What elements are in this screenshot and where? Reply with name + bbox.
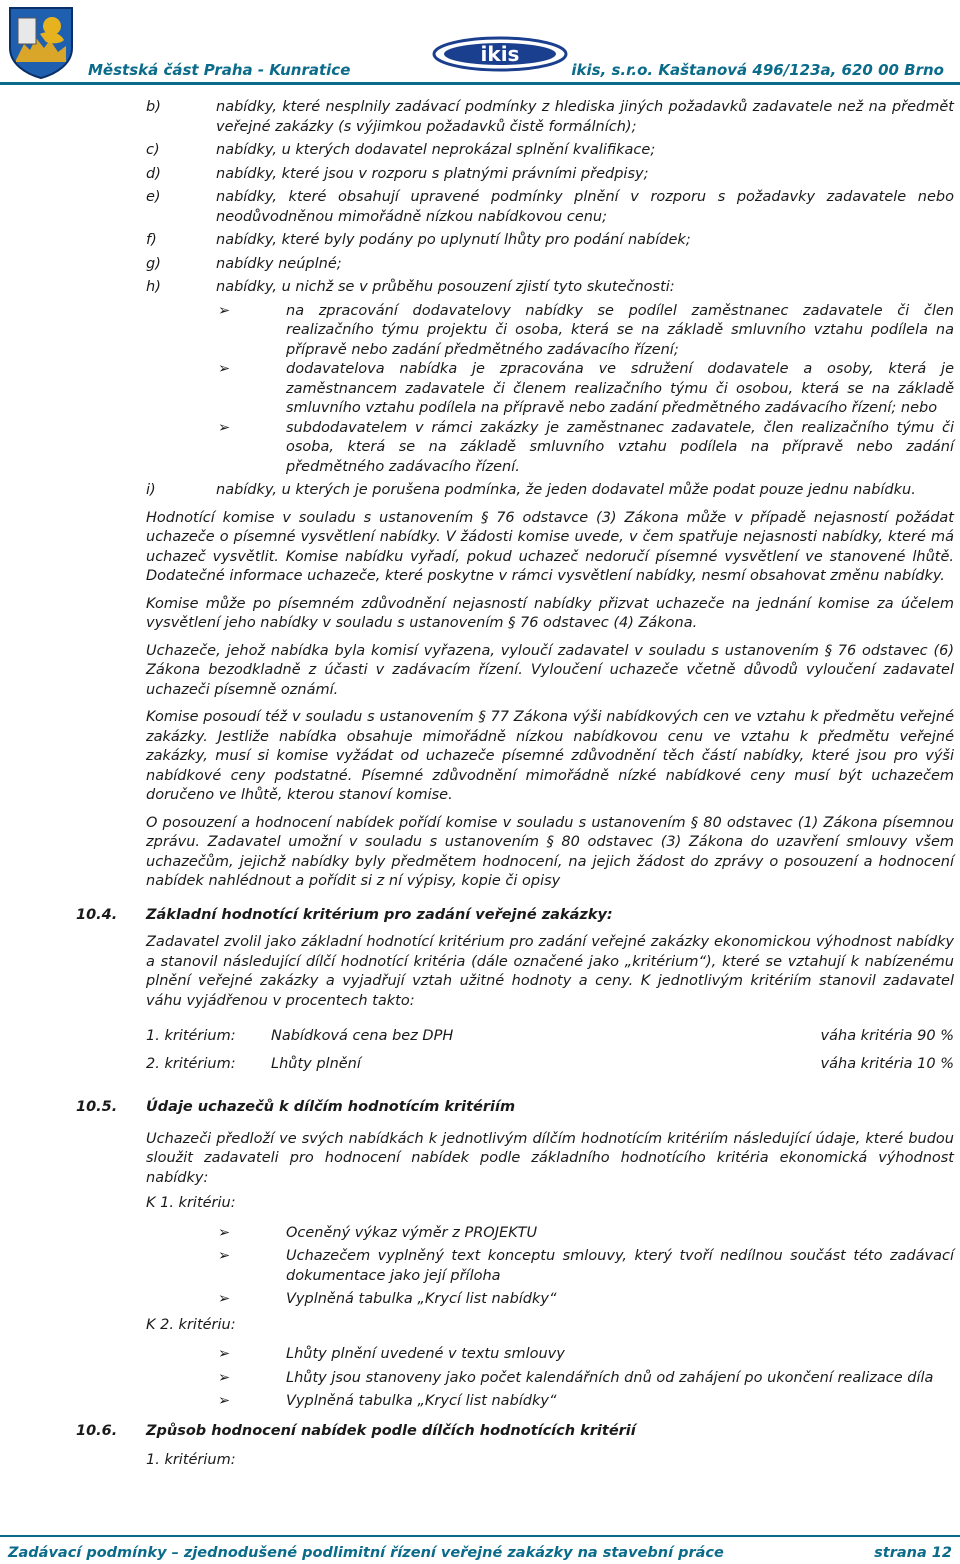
arrow-bullet-icon: ➢ — [218, 1346, 231, 1362]
k1-item — [216, 1290, 954, 1310]
arrow-bullet-icon: ➢ — [218, 361, 231, 377]
arrow-bullet-icon: ➢ — [218, 1248, 231, 1264]
section-title: Základní hodnotící kritérium pro zadání veřejné zakázky: — [146, 906, 613, 923]
sub-item-text: na zpracování dodavatelovy nabídky se podílel zaměstnanec zadavatele či člen realizačního týmu projektu či osoba, která se na základě smluvního vztahu podílela na přípravě nebo zadání předmětného zadávacího řízení; — [286, 302, 954, 358]
section-heading-10-6 — [76, 1422, 960, 1442]
k-item-text: Lhůty jsou stanoveny jako počet kalendářních dnů od zahájení po ukončení realizace díla — [286, 1369, 934, 1386]
criterion-name: Lhůty plnění — [271, 1055, 361, 1072]
arrow-bullet-icon: ➢ — [218, 1291, 231, 1307]
arrow-bullet-icon: ➢ — [218, 302, 231, 319]
list-item-e — [146, 188, 954, 227]
arrow-bullet-icon: ➢ — [218, 419, 231, 436]
list-item-i — [146, 481, 954, 501]
list-text: nabídky, které jsou v rozporu s platnými právními předpisy; — [216, 165, 649, 182]
list-label: g) — [146, 255, 161, 272]
criterion-weight: váha kritéria 90 % — [820, 1028, 954, 1044]
footer-title: Zadávací podmínky – zjednodušené podlimitní řízení veřejné zakázky na stavební práce — [8, 1545, 724, 1561]
criterion-row — [146, 1027, 954, 1047]
header-divider — [0, 82, 960, 85]
sub-item-2 — [216, 360, 954, 419]
list-label: d) — [146, 165, 161, 182]
header-municipality: Městská část Praha - Kunratice — [88, 61, 351, 79]
k2-item — [216, 1345, 954, 1365]
section-number: 10.6. — [76, 1422, 118, 1439]
list-text: nabídky, které obsahují upravené podmínky plnění v rozporu s požadavky zadavatele nebo neodůvodněnou mimořádně nízkou nabídkovou cenu; — [216, 189, 954, 225]
criterion-id: 2. kritérium: — [146, 1055, 236, 1072]
paragraph: O posouzení a hodnocení nabídek pořídí komise v souladu s ustanovením § 80 odstavec (1) Zákona písemnou zprávu. Zadavatel umožní v souladu s ustanovením § 80 odstavec (3) Zákona do uzavření smlouvy všem uchazečům, jejichž nabídky byly předmětem hodnocení, na jejich žádost do zprávy o posouzení a hodnocení nabídek nahlédnout a pořídit si z ní výpisy, kopie či opisy — [146, 814, 954, 889]
k-item-text: Lhůty plnění uvedené v textu smlouvy — [286, 1346, 565, 1362]
k-item-text: Vyplněná tabulka „Krycí list nabídky“ — [286, 1393, 557, 1409]
criterion-name: Nabídková cena bez DPH — [271, 1028, 454, 1044]
paragraph: Komise může po písemném zdůvodnění nejasností nabídky přizvat uchazeče na jednání komise za účelem vysvětlení jeho nabídky v souladu s ustanovením § 76 odstavec (4) Zákona. — [146, 595, 954, 631]
list-label: b) — [146, 99, 161, 115]
ikis-logo-text: ikis — [480, 42, 520, 66]
section-title: Údaje uchazečů k dílčím hodnotícím kritériím — [146, 1099, 516, 1115]
arrow-bullet-icon: ➢ — [218, 1369, 231, 1386]
list-text: nabídky, u nichž se v průběhu posouzení zjistí tyto skutečnosti: — [216, 279, 675, 295]
k2-item — [216, 1369, 954, 1389]
paragraph: Uchazeči předloží ve svých nabídkách k jednotlivým dílčím hodnotícím kritériím následující údaje, které budou sloužit zadavateli pro hodnocení nabídek podle základního hodnotícího kritéria ekonomická výhodnost nabídky: — [146, 1130, 954, 1186]
header-company-name: ikis, s.r.o. — [571, 61, 654, 79]
sub-item-text: subdodavatelem v rámci zakázky je zaměstnanec zadavatele, člen realizačního týmu či osoba, která se na základě smluvního vztahu podílela na přípravě nebo zadání předmětného zadávacího řízení. — [286, 419, 954, 475]
list-text: nabídky, u kterých dodavatel neprokázal splnění kvalifikace; — [216, 142, 656, 158]
arrow-bullet-icon: ➢ — [218, 1224, 231, 1241]
k-item-text: Uchazečem vyplněný text konceptu smlouvy, který tvoří nedílnou součást této zadávací dokumentace jako její příloha — [286, 1248, 954, 1284]
list-label: i) — [146, 482, 156, 498]
k-item-text: Vyplněná tabulka „Krycí list nabídky“ — [286, 1291, 557, 1307]
sub-item-1 — [216, 302, 954, 361]
section-number: 10.4. — [76, 906, 118, 923]
criterion-label: K 2. kritériu: — [146, 1316, 236, 1333]
list-item-b — [146, 98, 954, 137]
paragraph: Hodnotící komise v souladu s ustanovením § 76 odstavce (3) Zákona může v případě nejasností požádat uchazeče o písemné vysvětlení nabídky. V žádosti komise uvede, v čem spatřuje nejasnosti nabídky, které má uchazeč vysvětlit. Komise nabídku vyřadí, pokud uchazeč nedoručí písemné vysvětlení ve stanovené lhůtě. Dodatečné informace uchazeče, které poskytne v rámci vysvětlení nabídky, nesmí obsahovat změnu nabídky. — [146, 509, 954, 584]
paragraph: Komise posoudí též v souladu s ustanovením § 77 Zákona výši nabídkových cen ve vztahu k předmětu veřejné zakázky. Jestliže nabídka obsahuje mimořádně nízkou nabídkovou cenu ve vztahu k předmětu veřejné zakázky, musí si komise vyžádat od uchazeče písemné zdůvodnění těch částí nabídky, které jsou pro výši nabídkové ceny podstatné. Písemné zdůvodnění mimořádně nízké nabídkové ceny musí být uchazečem doručeno ve lhůtě, kterou stanoví komise. — [146, 709, 954, 803]
section-heading-10-5 — [76, 1098, 960, 1118]
sub-item-text: dodavatelova nabídka je zpracována ve sdružení dodavatele a osoby, která je zaměstnancem zadavatele či členem realizačního týmu či osobou, která se na základě smluvního vztahu podílela na přípravě nebo zadání předmětného zadávacího řízení; nebo — [286, 361, 954, 416]
paragraph: Uchazeče, jehož nabídka byla komisí vyřazena, vyloučí zadavatel v souladu s ustanovením § 76 odstavec (6) Zákona bezodkladně z účasti v zadávacím řízení. Vyloučení uchazeče včetně důvodů vyloučení zadavatel uchazeči písemně oznámí. — [146, 642, 954, 698]
header-company — [571, 61, 944, 81]
criterion-label: K 1. kritériu: — [146, 1195, 236, 1211]
section-number: 10.5. — [76, 1099, 118, 1115]
coat-of-arms-logo — [6, 4, 76, 80]
criterion-label: 1. kritérium: — [146, 1452, 236, 1468]
list-item-h — [146, 278, 954, 298]
k-item-text: Oceněný výkaz výměr z PROJEKTU — [286, 1224, 538, 1241]
header-company-address: Kaštanová 496/123a, 620 00 Brno — [658, 61, 944, 79]
list-label: h) — [146, 279, 161, 295]
sub-item-3 — [216, 419, 954, 478]
page-header — [0, 0, 960, 90]
criterion-row — [146, 1055, 954, 1075]
list-label: e) — [146, 189, 161, 205]
list-label: f) — [146, 232, 157, 248]
ikis-logo — [430, 34, 570, 74]
arrow-bullet-icon: ➢ — [218, 1393, 231, 1409]
section-title: Způsob hodnocení nabídek podle dílčích hodnotících kritérií — [146, 1422, 636, 1439]
list-item-f — [146, 231, 954, 251]
k1-item — [216, 1224, 954, 1244]
footer-divider — [0, 1535, 960, 1537]
list-text: nabídky, u kterých je porušena podmínka, že jeden dodavatel může podat pouze jednu nabídku. — [216, 482, 916, 498]
k1-item — [216, 1247, 954, 1286]
list-item-g — [146, 255, 954, 275]
list-text: nabídky, které byly podány po uplynutí lhůty pro podání nabídek; — [216, 232, 691, 248]
list-text: nabídky neúplné; — [216, 255, 342, 272]
list-label: c) — [146, 142, 160, 158]
k2-item — [216, 1392, 954, 1412]
list-item-c — [146, 141, 954, 161]
section-heading-10-4 — [76, 906, 960, 926]
paragraph: Zadavatel zvolil jako základní hodnotící kritérium pro zadání veřejné zakázky ekonomickou výhodnost nabídky a stanovil následující dílčí hodnotící kritéria (dále označené jako „kritérium“), které se vztahují k nabízenému plnění veřejné zakázky a vyjadřují vztah užitné hodnoty a ceny. K jednotlivým kritériím stanovil zadavatel váhu vyjádřenou v procentech takto: — [146, 934, 954, 1009]
list-text: nabídky, které nesplnily zadávací podmínky z hlediska jiných požadavků zadavatele než na předmět veřejné zakázky (s výjimkou požadavků čistě formálních); — [216, 99, 954, 135]
document-body — [0, 98, 960, 1471]
page-number: strana 12 — [874, 1545, 952, 1561]
criterion-weight: váha kritéria 10 % — [820, 1055, 954, 1072]
criterion-id: 1. kritérium: — [146, 1028, 236, 1044]
list-item-d — [146, 165, 954, 185]
